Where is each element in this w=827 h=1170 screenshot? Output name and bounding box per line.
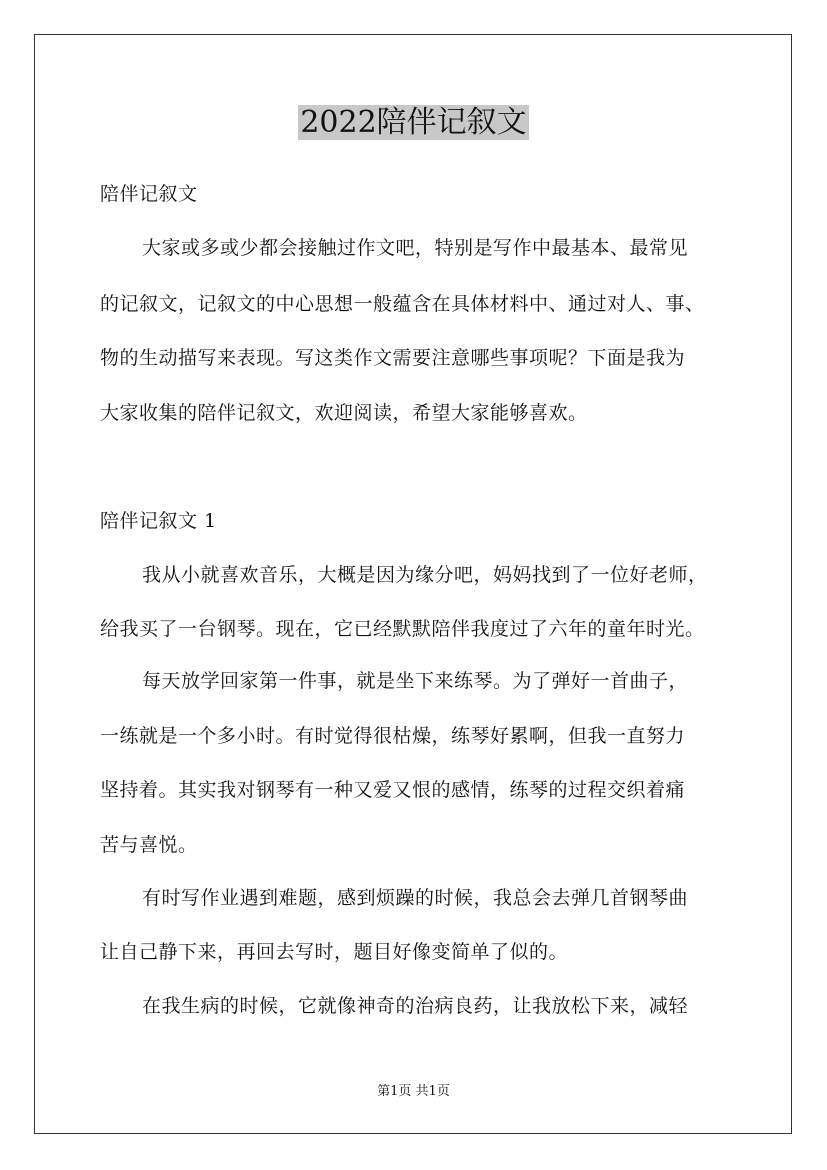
body-line: 在我生病的时候，它就像神奇的治病良药，让我放松下来，减轻 xyxy=(142,995,689,1017)
body-line: 给我买了一台钢琴。现在，它已经默默陪伴我度过了六年的童年时光。 xyxy=(100,618,705,640)
section-heading: 陪伴记叙文 1 xyxy=(100,510,217,532)
body-line: 苦与喜悦。 xyxy=(100,834,198,856)
body-line: 有时写作业遇到难题，感到烦躁的时候，我总会去弹几首钢琴曲 xyxy=(142,887,689,909)
body-line: 坚持着。其实我对钢琴有一种又爱又恨的感情，练琴的过程交织着痛 xyxy=(100,779,686,801)
intro-line: 大家或多或少都会接触过作文吧，特别是写作中最基本、最常见 xyxy=(142,237,689,259)
intro-line: 的记叙文，记叙文的中心思想一般蕴含在具体材料中、通过对人、事、 xyxy=(100,293,705,315)
body-line: 一练就是一个多小时。有时觉得很枯燥，练琴好累啊，但我一直努力 xyxy=(100,725,686,747)
intro-line: 物的生动描写来表现。写这类作文需要注意哪些事项呢？下面是我为 xyxy=(100,347,686,369)
body-line: 每天放学回家第一件事，就是坐下来练琴。为了弹好一首曲子， xyxy=(142,670,689,692)
body-line: 让自己静下来，再回去写时，题目好像变简单了似的。 xyxy=(100,941,569,963)
body-line: 我从小就喜欢音乐，大概是因为缘分吧，妈妈找到了一位好老师， xyxy=(142,564,708,586)
document-title: 2022陪伴记叙文 xyxy=(300,105,527,140)
document-subtitle: 陪伴记叙文 xyxy=(100,183,198,205)
intro-line: 大家收集的陪伴记叙文，欢迎阅读，希望大家能够喜欢。 xyxy=(100,402,588,424)
page-footer: 第1页 共1页 xyxy=(377,1084,450,1099)
